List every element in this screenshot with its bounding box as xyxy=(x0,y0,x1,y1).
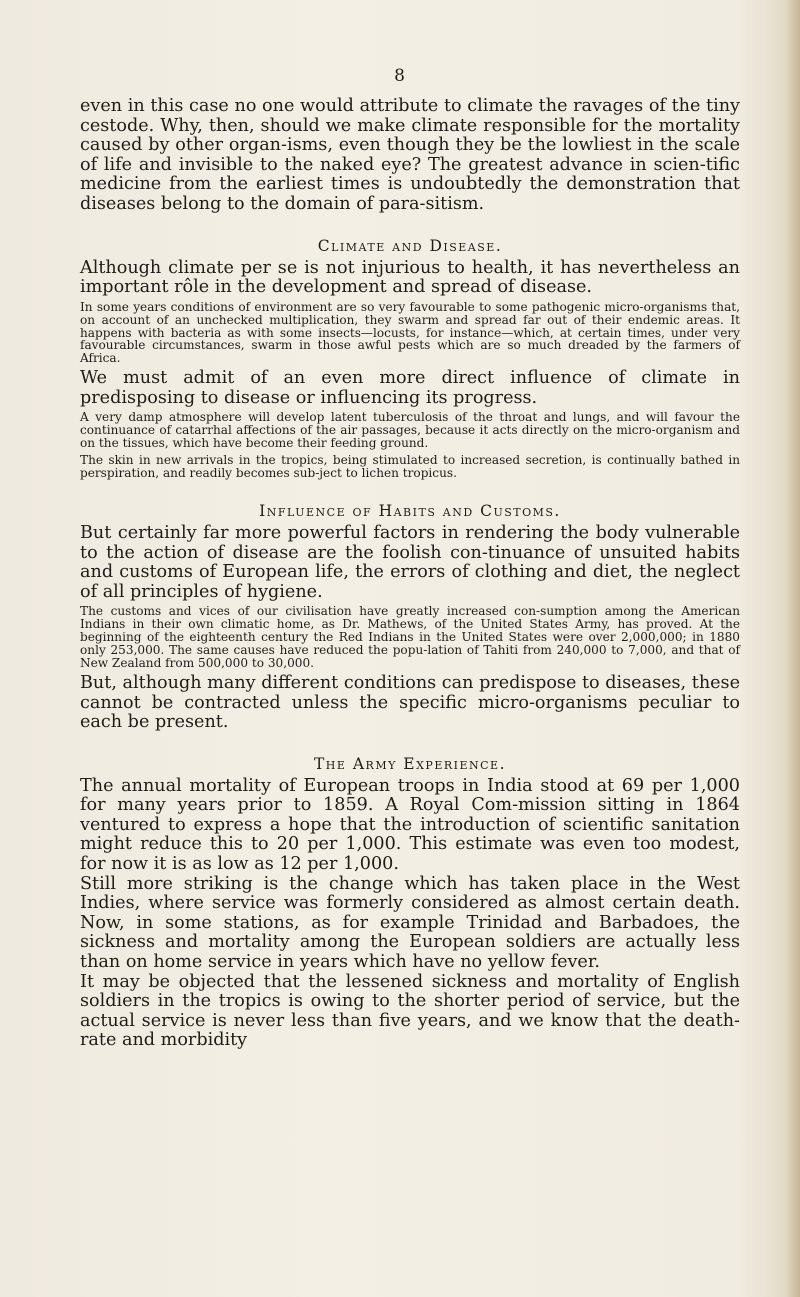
small-paragraph: The skin in new arrivals in the tropics, being stimulated to increased secretion, is continually bathed in perspiration, and readily becomes sub-ject to lichen tropicus. xyxy=(80,453,740,481)
text-column xyxy=(80,97,740,1051)
paragraph: even in this case no one would attribute to climate the ravages of the tiny cestode. Why, then, should we make climate responsible for the mortality caused by other organ-isms, even though they be the lowliest in the scale of life and invisible to the naked eye? The greatest advance in scien-tific medicine from the earliest times is undoubtedly the demonstration that diseases belong to the domain of para-sitism. xyxy=(80,96,740,214)
section-heading-climate-and-disease: Climate and Disease. xyxy=(317,236,503,255)
section-heading-influence-of-habits: Influence of Habits and Customs. xyxy=(259,502,561,520)
paragraph: But, although many different conditions can predispose to diseases, these cannot be contracted unless the specific micro-organisms peculiar to each be present. xyxy=(80,672,740,733)
paragraph: It may be objected that the lessened sickness and mortality of English soldiers in the tropics is owing to the shorter period of service, but the actual service is never less than five years, and we know that the death-rate and morbidity xyxy=(80,971,740,1051)
paragraph: But certainly far more powerful factors in rendering the body vulnerable to the action of disease are the foolish con-tinuance of unsuited habits and customs of European life, the errors of clothing and diet, the neglect of all principles of hygiene. xyxy=(80,523,740,602)
small-paragraph: In some years conditions of environment are so very favourable to some pathogenic micro-organisms that, on account of an unchecked multiplication, they swarm and spread far out of their endemic areas. It happens with bacteria as with some insects—locusts, for instance—which, at certain times, under very favourable circumstances, swarm in those awful pests which are so much dreaded by the farmers of Africa. xyxy=(80,299,740,366)
paragraph: We must admit of an even more direct influence of climate in predisposing to disease or influencing its progress. xyxy=(80,368,740,408)
paragraph: The annual mortality of European troops in India stood at 69 per 1,000 for many years prior to 1859. A Royal Com-mission sitting in 1864 ventured to express a hope that the introduction of scientific sanitation might reduce this to 20 per 1,000. This estimate was even too modest, for now it is as low as 12 per 1,000. xyxy=(80,775,740,875)
paragraph: Although climate per se is not injurious to health, it has nevertheless an important rôle in the development and spread of disease. xyxy=(80,257,740,298)
small-paragraph: A very damp atmosphere will develop latent tuberculosis of the throat and lungs, and will favour the continuance of catarrhal affections of the air passages, because it acts directly on the micro-organism and on the tissues, which have become their feeding ground. xyxy=(80,410,740,451)
small-paragraph: The customs and vices of our civilisation have greatly increased con-sumption among the American Indians in their own climatic home, as Dr. Mathews, of the United States Army, has proved. At the beginning of the eighteenth century the Red Indians in the United States were over 2,000,000; in 1880 only 253,000. The same causes have reduced the popu-lation of Tahiti from 240,000 to 7,000, and that of New Zealand from 500,000 to 30,000. xyxy=(80,604,740,670)
section-heading-army-experience: The Army Experience. xyxy=(313,754,507,773)
paragraph: Still more striking is the change which has taken place in the West Indies, where service was formerly considered as almost certain death. Now, in some stations, as for example Trinidad and Barbadoes, the sickness and mortality among the European soldiers are actually less than on home service in years which have no yellow fever. xyxy=(80,873,740,973)
page-number: 8 xyxy=(394,66,406,86)
page-edge-shadow xyxy=(786,0,800,1297)
